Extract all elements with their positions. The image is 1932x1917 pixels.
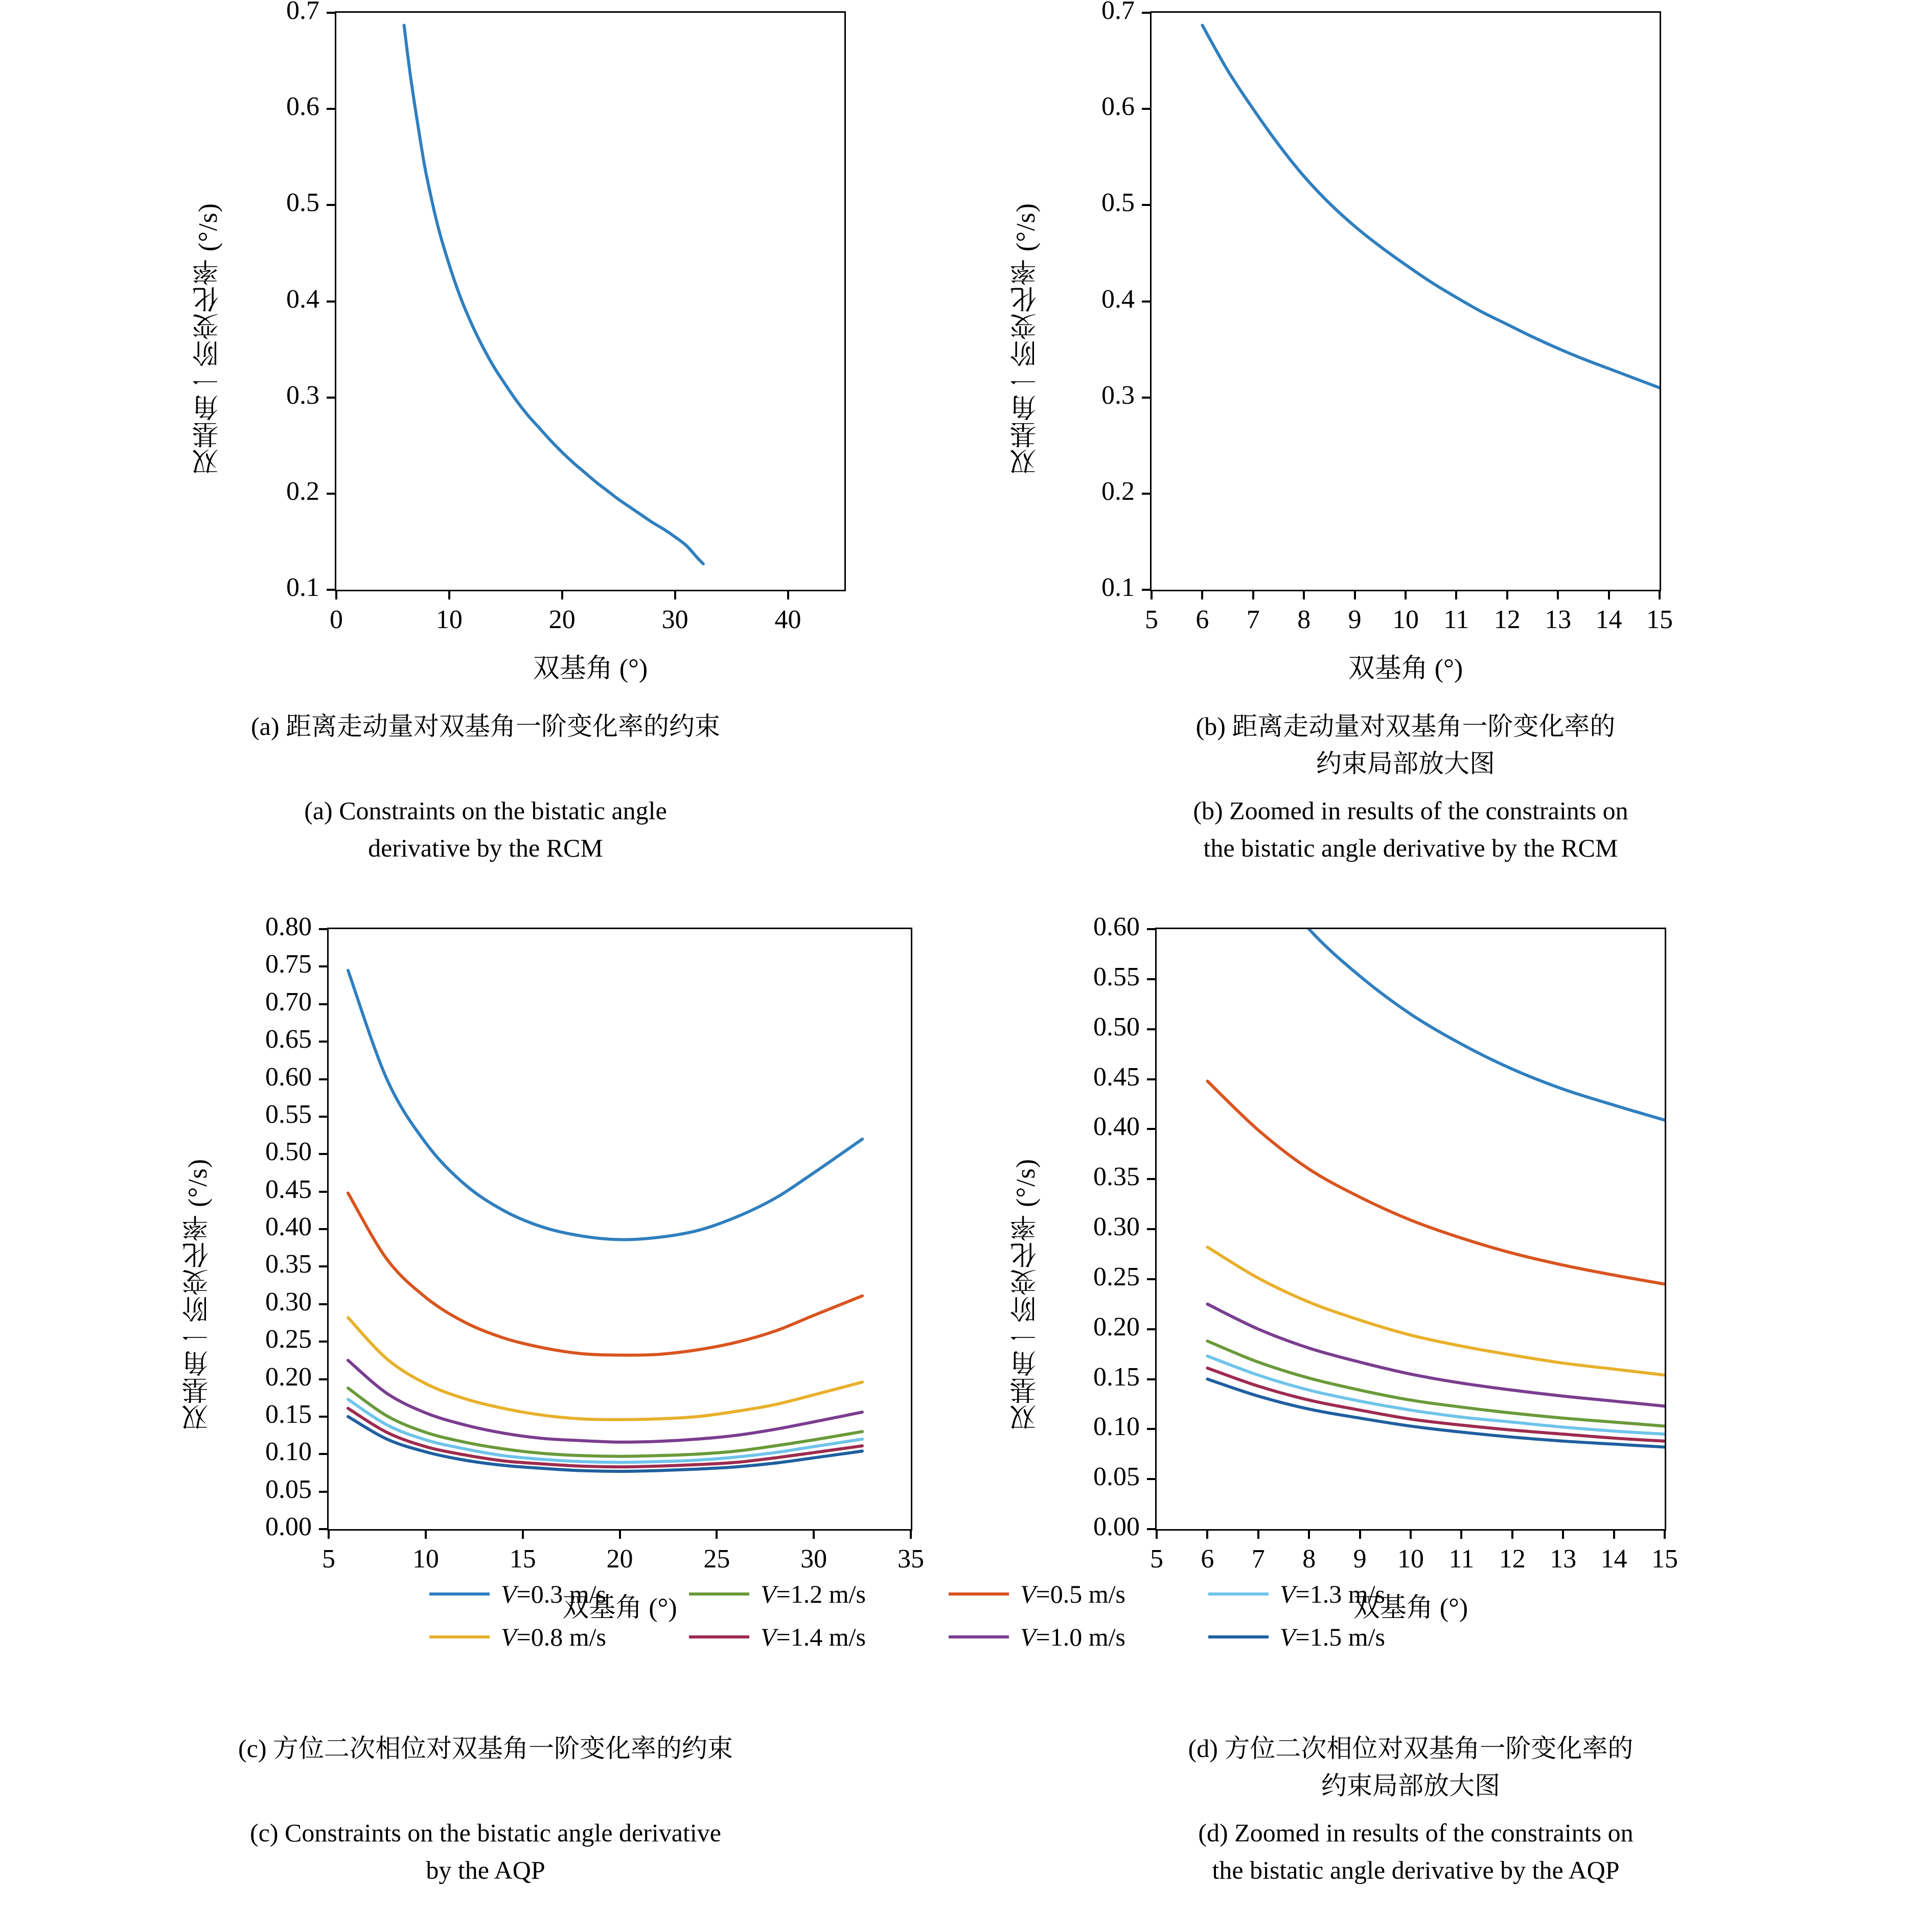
panel-c-y-tickmark (319, 928, 327, 930)
panel-a-y-tick-label: 0.6 (286, 92, 319, 122)
legend-swatch (689, 1635, 749, 1638)
panel-c-y-tick-label: 0.25 (265, 1325, 312, 1354)
panel-c-y-tick-label: 0.75 (265, 950, 312, 979)
panel-c-y-tickmark (319, 1378, 327, 1380)
panel-d-y-tickmark (1147, 1478, 1155, 1480)
panel-d-x-tick-label: 8 (1302, 1544, 1316, 1574)
panel-b-y-tickmark (1142, 204, 1150, 206)
legend-swatch (949, 1592, 1009, 1596)
panel-d-y-tickmark (1147, 1278, 1155, 1280)
panel-b-y-tick-label: 0.6 (1101, 92, 1135, 122)
panel-c-y-tick-label: 0.00 (265, 1512, 312, 1541)
panel-d-y-tickmark (1147, 1428, 1155, 1430)
panel-c-y-tick-label: 0.10 (265, 1437, 312, 1467)
panel-d-x-tickmark (1613, 1531, 1615, 1539)
legend-item (429, 1579, 689, 1609)
panel-c-y-tickmark (319, 1528, 327, 1530)
panel-b-x-tick-label: 5 (1145, 605, 1158, 634)
panel-c-y-tickmark (319, 1041, 327, 1043)
panel-d-x-tick-label: 13 (1550, 1544, 1577, 1574)
panel-c-caption-cn: (c) 方位二次相位对双基角一阶变化率的约束 (238, 1734, 733, 1763)
panel-c-y-tick-label: 0.20 (265, 1362, 312, 1392)
panel-a-caption-cn: (a) 距离走动量对双基角一阶变化率的约束 (251, 712, 720, 741)
panel-c-y-tickmark (319, 1341, 327, 1343)
panel-a-y-tick-label: 0.7 (286, 0, 319, 25)
panel-d-x-tick-label: 15 (1651, 1544, 1678, 1574)
panel-c-axes (327, 928, 912, 1531)
panel-c-y-tick-label: 0.05 (265, 1474, 312, 1504)
legend-item (429, 1622, 689, 1652)
panel-d-y-tickmark (1147, 1078, 1155, 1080)
panel-a-y-tickmark (327, 589, 335, 591)
panel-d-y-tick-label: 0.15 (1093, 1362, 1140, 1392)
panel-d-x-tickmark (1511, 1531, 1513, 1539)
panel-d-x-tickmark (1664, 1531, 1666, 1539)
panel-b-y-tick-label: 0.7 (1101, 0, 1135, 25)
panel-a-x-tick-label: 10 (435, 605, 463, 634)
panel-c-y-tick-label: 0.80 (265, 912, 312, 941)
panel-d-x-tick-label: 9 (1353, 1544, 1367, 1574)
panel-b-y-axis-label: 双基角一阶变化率 (°/s) (1011, 202, 1041, 475)
panel-b-y-tickmark (1142, 12, 1150, 14)
panel-c-x-tick-label: 25 (703, 1544, 730, 1574)
panel-d-y-tick-label: 0.00 (1093, 1512, 1140, 1541)
panel-b-caption-cn: (b) 距离走动量对双基角一阶变化率的 约束局部放大图 (1195, 712, 1616, 778)
panel-d-y-tick-label: 0.30 (1093, 1212, 1140, 1241)
panel-c-y-tickmark (319, 1453, 327, 1455)
panel-d-x-tick-label: 14 (1600, 1544, 1627, 1574)
panel-c-y-tickmark (319, 1153, 327, 1155)
panel-d-y-tick-label: 0.05 (1093, 1462, 1140, 1492)
legend (429, 1579, 1503, 1665)
panel-d-x-tick-label: 11 (1448, 1544, 1475, 1574)
legend-item (1208, 1622, 1468, 1652)
panel-c-y-tickmark (319, 1078, 327, 1080)
panel-b-x-tickmark (1557, 591, 1559, 599)
panel-a-x-tickmark (448, 591, 450, 599)
panel-c-x-tickmark (619, 1531, 621, 1539)
panel-b-x-tick-label: 13 (1545, 605, 1572, 634)
legend-label: V=1.5 m/s (1280, 1623, 1385, 1651)
panel-a-y-tick-label: 0.2 (286, 476, 319, 506)
panel-b-x-tickmark (1608, 591, 1610, 599)
legend-label: V=0.3 m/s (501, 1580, 606, 1608)
panel-a-x-tickmark (335, 591, 337, 599)
panel-c-y-tickmark (319, 1491, 327, 1493)
panel-d-y-tick-label: 0.55 (1093, 962, 1140, 991)
panel-b-x-tick-label: 10 (1392, 605, 1419, 634)
panel-c-y-tick-label: 0.55 (265, 1099, 312, 1129)
panel-b-plot (966, 0, 1932, 683)
panel-d-x-tickmark (1156, 1531, 1158, 1539)
panel-d-y-tickmark (1147, 1378, 1155, 1380)
panel-a-x-tick-label: 20 (548, 605, 576, 634)
panel-d-y-tick-label: 0.50 (1093, 1012, 1140, 1042)
panel-c-y-tick-label: 0.70 (265, 987, 312, 1017)
panel-d-y-tickmark (1147, 1178, 1155, 1180)
panel-d-x-axis-label: 双基角 (°) (1353, 1593, 1468, 1623)
panel-c-x-tick-label: 10 (412, 1544, 439, 1574)
panel-c-x-axis-label: 双基角 (°) (562, 1593, 677, 1623)
panel-d-caption-en: (d) Zoomed in results of the constraints on the bistatic angle derivative by the AQP (1198, 1818, 1634, 1884)
panel-c-y-tick-label: 0.60 (265, 1062, 312, 1092)
legend-label: V=1.0 m/s (1020, 1623, 1125, 1651)
panel-c-y-tick-label: 0.45 (265, 1174, 312, 1204)
panel-d-x-tickmark (1206, 1531, 1208, 1539)
panel-a-x-tickmark (787, 591, 789, 599)
panel-d-x-tickmark (1460, 1531, 1462, 1539)
panel-c-y-axis-label: 双基角一阶变化率 (°/s) (183, 1158, 213, 1431)
panel-a-y-tickmark (327, 493, 335, 495)
panel-b-x-tickmark (1405, 591, 1407, 599)
panel-d-x-tick-label: 5 (1150, 1544, 1163, 1574)
panel-c-y-tickmark (319, 1116, 327, 1118)
panel-b-y-tick-label: 0.2 (1101, 476, 1135, 506)
panel-d-x-tickmark (1257, 1531, 1259, 1539)
panel-a-y-tickmark (327, 12, 335, 14)
panel-c-x-tickmark (522, 1531, 524, 1539)
panel-a-x-tickmark (674, 591, 676, 599)
panel-a-y-tickmark (327, 108, 335, 110)
panel-b-y-tickmark (1142, 493, 1150, 495)
panel-c-x-tick-label: 30 (800, 1544, 827, 1574)
legend-swatch (689, 1592, 749, 1596)
panel-b-x-tick-label: 15 (1646, 605, 1673, 634)
panel-c-y-tickmark (319, 1191, 327, 1193)
panel-c-caption-en: (c) Constraints on the bistatic angle derivative by the AQP (250, 1818, 721, 1884)
panel-a-y-tickmark (327, 301, 335, 303)
panel-b-y-tick-label: 0.5 (1101, 188, 1135, 218)
panel-b-y-tick-label: 0.4 (1101, 284, 1135, 314)
panel-d-plot (966, 912, 1932, 1623)
panel-b-y-tickmark (1142, 108, 1150, 110)
panel-a-x-tickmark (561, 591, 563, 599)
legend-swatch (429, 1592, 490, 1596)
panel-c-x-tickmark (910, 1531, 912, 1539)
legend-item (689, 1579, 949, 1609)
panel-d-y-tick-label: 0.20 (1093, 1312, 1140, 1342)
panel-d-x-tick-label: 12 (1499, 1544, 1526, 1574)
legend-label: V=1.4 m/s (761, 1623, 866, 1651)
panel-c-x-tickmark (813, 1531, 815, 1539)
panel-a-y-tick-label: 0.5 (286, 188, 319, 218)
panel-d-y-tick-label: 0.10 (1093, 1412, 1140, 1442)
panel-b-x-tick-label: 6 (1195, 605, 1209, 634)
panel-c-y-tick-label: 0.30 (265, 1287, 312, 1317)
panel-b-x-tick-label: 9 (1348, 605, 1362, 634)
panel-c-y-tickmark (319, 1228, 327, 1230)
panel-a-x-axis-label: 双基角 (°) (533, 654, 648, 683)
panel-c-y-tick-label: 0.15 (265, 1399, 312, 1429)
panel-a-y-tick-label: 0.4 (286, 284, 319, 314)
panel-c (0, 912, 966, 1916)
panel-b-y-tick-label: 0.1 (1101, 573, 1135, 602)
panel-b-x-tickmark (1151, 591, 1153, 599)
panel-b-x-tickmark (1354, 591, 1356, 599)
legend-item (949, 1579, 1208, 1609)
panel-d-x-tickmark (1308, 1531, 1310, 1539)
panel-d-y-axis-label: 双基角一阶变化率 (°/s) (1011, 1158, 1041, 1431)
panel-d-x-tick-label: 7 (1251, 1544, 1265, 1574)
panel-c-x-tickmark (328, 1531, 330, 1539)
panel-b-axes (1150, 11, 1661, 591)
panel-c-x-tickmark (425, 1531, 427, 1539)
panel-d-y-tickmark (1147, 1228, 1155, 1230)
panel-b-x-tickmark (1506, 591, 1508, 599)
panel-a-plot (0, 0, 966, 683)
panel-a-y-axis-label: 双基角一阶变化率 (°/s) (194, 202, 223, 475)
panel-d-y-tick-label: 0.60 (1093, 912, 1140, 941)
legend-row-2 (429, 1622, 1503, 1652)
panel-c-x-tick-label: 15 (509, 1544, 536, 1574)
panel-d-y-tickmark (1147, 1528, 1155, 1530)
legend-swatch (1208, 1592, 1269, 1596)
panel-a-y-tickmark (327, 204, 335, 206)
legend-row-1 (429, 1579, 1503, 1609)
panel-b-x-tick-label: 7 (1246, 605, 1260, 634)
legend-swatch (949, 1635, 1009, 1638)
panel-b-caption-en: (b) Zoomed in results of the constraints on the bistatic angle derivative by the RCM (1193, 796, 1628, 862)
panel-b-x-tickmark (1252, 591, 1254, 599)
panel-d-y-tickmark (1147, 978, 1155, 980)
panel-d-y-tickmark (1147, 1328, 1155, 1330)
panel-d-x-tickmark (1562, 1531, 1564, 1539)
panel-c-y-tick-label: 0.40 (265, 1212, 312, 1241)
panel-b-y-tickmark (1142, 397, 1150, 399)
panel-b-y-tick-label: 0.3 (1101, 380, 1135, 410)
panel-b-x-axis-label: 双基角 (°) (1348, 654, 1463, 683)
panel-a-caption-en: (a) Constraints on the bistatic angle derivative by the RCM (304, 796, 667, 862)
panel-d-x-tick-label: 10 (1397, 1544, 1424, 1574)
panel-b-x-tickmark (1201, 591, 1203, 599)
panel-c-x-tickmark (716, 1531, 718, 1539)
panel-c-x-tick-label: 35 (898, 1544, 924, 1574)
panel-b-x-tick-label: 8 (1297, 605, 1311, 634)
legend-item (949, 1622, 1208, 1652)
panel-b-y-tickmark (1142, 589, 1150, 591)
panel-d-y-tick-label: 0.35 (1093, 1162, 1140, 1192)
panel-c-y-tickmark (319, 1265, 327, 1267)
panel-c-y-tick-label: 0.50 (265, 1137, 312, 1167)
legend-label: V=0.8 m/s (501, 1623, 606, 1651)
panel-d-axes (1155, 928, 1666, 1531)
legend-label: V=1.2 m/s (761, 1580, 866, 1608)
panel-d-y-tickmark (1147, 1028, 1155, 1030)
panel-c-y-tickmark (319, 1003, 327, 1005)
panel-b-x-tickmark (1455, 591, 1457, 599)
panel-a-y-tick-label: 0.1 (286, 573, 319, 602)
legend-item (689, 1622, 949, 1652)
legend-item (1208, 1579, 1468, 1609)
panel-a-x-tick-label: 0 (330, 605, 343, 634)
panel-c-x-tick-label: 20 (606, 1544, 633, 1574)
panel-a-axes (335, 11, 846, 591)
panel-b-x-tick-label: 12 (1493, 605, 1521, 634)
panel-d-x-tickmark (1410, 1531, 1412, 1539)
panel-c-y-tickmark (319, 1416, 327, 1418)
panel-c-plot (0, 912, 966, 1623)
panel-d-y-tickmark (1147, 928, 1155, 930)
panel-d (966, 912, 1932, 1916)
panel-d-x-tickmark (1359, 1531, 1361, 1539)
panel-a (0, 0, 966, 905)
panel-a-x-tick-label: 30 (661, 605, 688, 634)
panel-a-y-tickmark (327, 397, 335, 399)
panel-b-x-tickmark (1659, 591, 1661, 599)
panel-b-x-tick-label: 11 (1443, 605, 1469, 634)
panel-b-x-tickmark (1303, 591, 1305, 599)
panel-b-y-tickmark (1142, 301, 1150, 303)
panel-d-x-tick-label: 6 (1201, 1544, 1214, 1574)
legend-swatch (1208, 1635, 1269, 1638)
panel-d-y-tickmark (1147, 1128, 1155, 1130)
panel-b-x-tick-label: 14 (1595, 605, 1622, 634)
panel-b (966, 0, 1932, 905)
panel-d-y-tick-label: 0.40 (1093, 1112, 1140, 1142)
panel-c-x-tick-label: 5 (322, 1544, 335, 1574)
legend-swatch (429, 1635, 490, 1638)
panel-c-y-tickmark (319, 965, 327, 967)
panel-c-y-tick-label: 0.65 (265, 1025, 312, 1054)
panel-c-y-tickmark (319, 1303, 327, 1305)
panel-d-y-tick-label: 0.45 (1093, 1062, 1140, 1092)
legend-label: V=0.5 m/s (1020, 1580, 1125, 1608)
legend-label: V=1.3 m/s (1280, 1580, 1385, 1608)
panel-d-caption-cn: (d) 方位二次相位对双基角一阶变化率的 约束局部放大图 (1188, 1734, 1634, 1800)
panel-a-y-tick-label: 0.3 (286, 380, 319, 410)
panel-d-y-tick-label: 0.25 (1093, 1262, 1140, 1291)
panel-c-y-tick-label: 0.35 (265, 1250, 312, 1279)
panel-a-x-tick-label: 40 (774, 605, 801, 634)
